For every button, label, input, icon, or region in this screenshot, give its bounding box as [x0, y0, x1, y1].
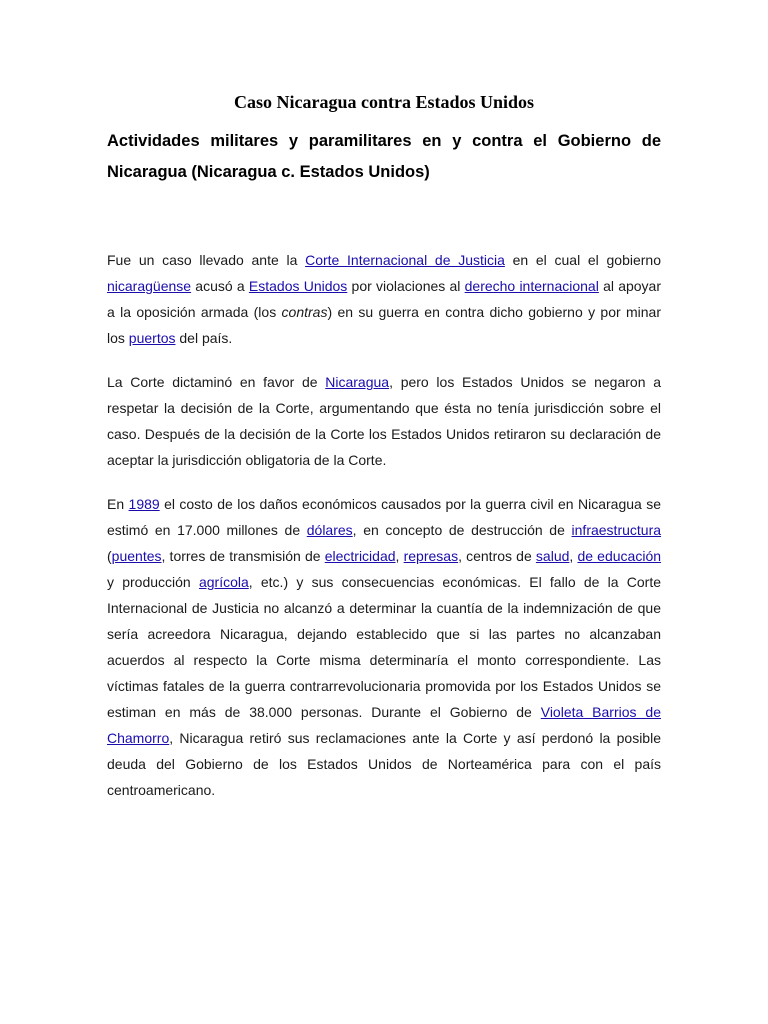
text: el costo de los daños económicos causados por la guerra civil en Nicaragua se estimó en 17.000 millones de [107, 496, 661, 538]
text: y producción [107, 574, 199, 590]
text: al apoyar a la oposición armada (los [107, 278, 662, 320]
text: , torres de transmisión de [161, 548, 325, 564]
subtitle-paren-close: ) [424, 163, 430, 181]
text: , en concepto de destrucción de [352, 522, 572, 538]
text: ) en su guerra en contra dicho gobierno y por minar los [107, 304, 661, 346]
link-nicaraguense[interactable]: nicaragüense [107, 278, 192, 294]
text: acusó a [191, 278, 249, 294]
text: por violaciones al [347, 278, 465, 294]
subtitle-paren-open: ( [186, 163, 197, 181]
text: , [395, 548, 404, 564]
text: , [569, 548, 578, 564]
link-educacion[interactable]: de educación [577, 548, 662, 564]
link-infraestructura[interactable]: infraestructura [571, 522, 662, 538]
link-puertos[interactable]: puertos [128, 330, 176, 346]
text: , Nicaragua retiró sus reclamaciones ante la Corte y así perdonó la posible deuda del Gobierno de los Estados Unidos de Norteamérica para con el país centroamericano. [107, 730, 661, 798]
italic-contras: contras [281, 304, 328, 320]
text: en el cual el gobierno [504, 252, 661, 268]
link-represas[interactable]: represas [403, 548, 459, 564]
text: En [107, 496, 129, 512]
link-violeta-barrios-de-chamorro[interactable]: Violeta Barrios de Chamorro [107, 704, 661, 746]
link-estados-unidos[interactable]: Estados Unidos [248, 278, 348, 294]
text: , centros de [458, 548, 536, 564]
link-1989[interactable]: 1989 [128, 496, 160, 512]
link-nicaragua[interactable]: Nicaragua [325, 374, 390, 390]
text: ( [107, 548, 112, 564]
document-title: Caso Nicaragua contra Estados Unidos [233, 92, 535, 112]
text: , pero los Estados Unidos se negaron a respetar la decisión de la Corte, argumentando que ésta no tenía jurisdicción sobre el caso. Después de la decisión de la Corte los Estados Unidos retiraron su declaración de aceptar la jurisdicción obligatoria de la Corte. [107, 374, 661, 468]
paragraph-2 [107, 369, 661, 473]
paragraph-1 [107, 247, 661, 351]
text: , etc.) y sus consecuencias económicas. El fallo de la Corte Internacional de Justicia no alcanzó a determinar la cuantía de la indemnización de que sería acreedora Nicaragua, dejando establecido que si las partes no alcanzaban acuerdos al respecto la Corte misma determinaría el monto correspondiente. Las víctimas fatales de la guerra contrarrevolucionaria promovida por los Estados Unidos se estiman en más de 38.000 personas. Durante el Gobierno de [107, 574, 661, 720]
link-corte-internacional[interactable]: Corte Internacional de Justicia [305, 252, 505, 268]
text: Fue un caso llevado ante la [107, 252, 306, 268]
text: del país. [175, 330, 233, 346]
document-subtitle [107, 126, 661, 188]
link-dolares[interactable]: dólares [306, 522, 353, 538]
subtitle-case-name: Nicaragua c. Estados Unidos [196, 163, 425, 181]
text: La Corte dictaminó en favor de [107, 374, 326, 390]
link-salud[interactable]: salud [535, 548, 570, 564]
link-agricola[interactable]: agrícola [198, 574, 249, 590]
link-puentes[interactable]: puentes [111, 548, 162, 564]
link-electricidad[interactable]: electricidad [324, 548, 396, 564]
subtitle-main: Actividades militares y paramilitares en y contra el Gobierno de Nicaragua [107, 132, 661, 181]
document-body [107, 247, 661, 821]
paragraph-3 [107, 491, 661, 803]
link-derecho-internacional[interactable]: derecho internacional [464, 278, 599, 294]
